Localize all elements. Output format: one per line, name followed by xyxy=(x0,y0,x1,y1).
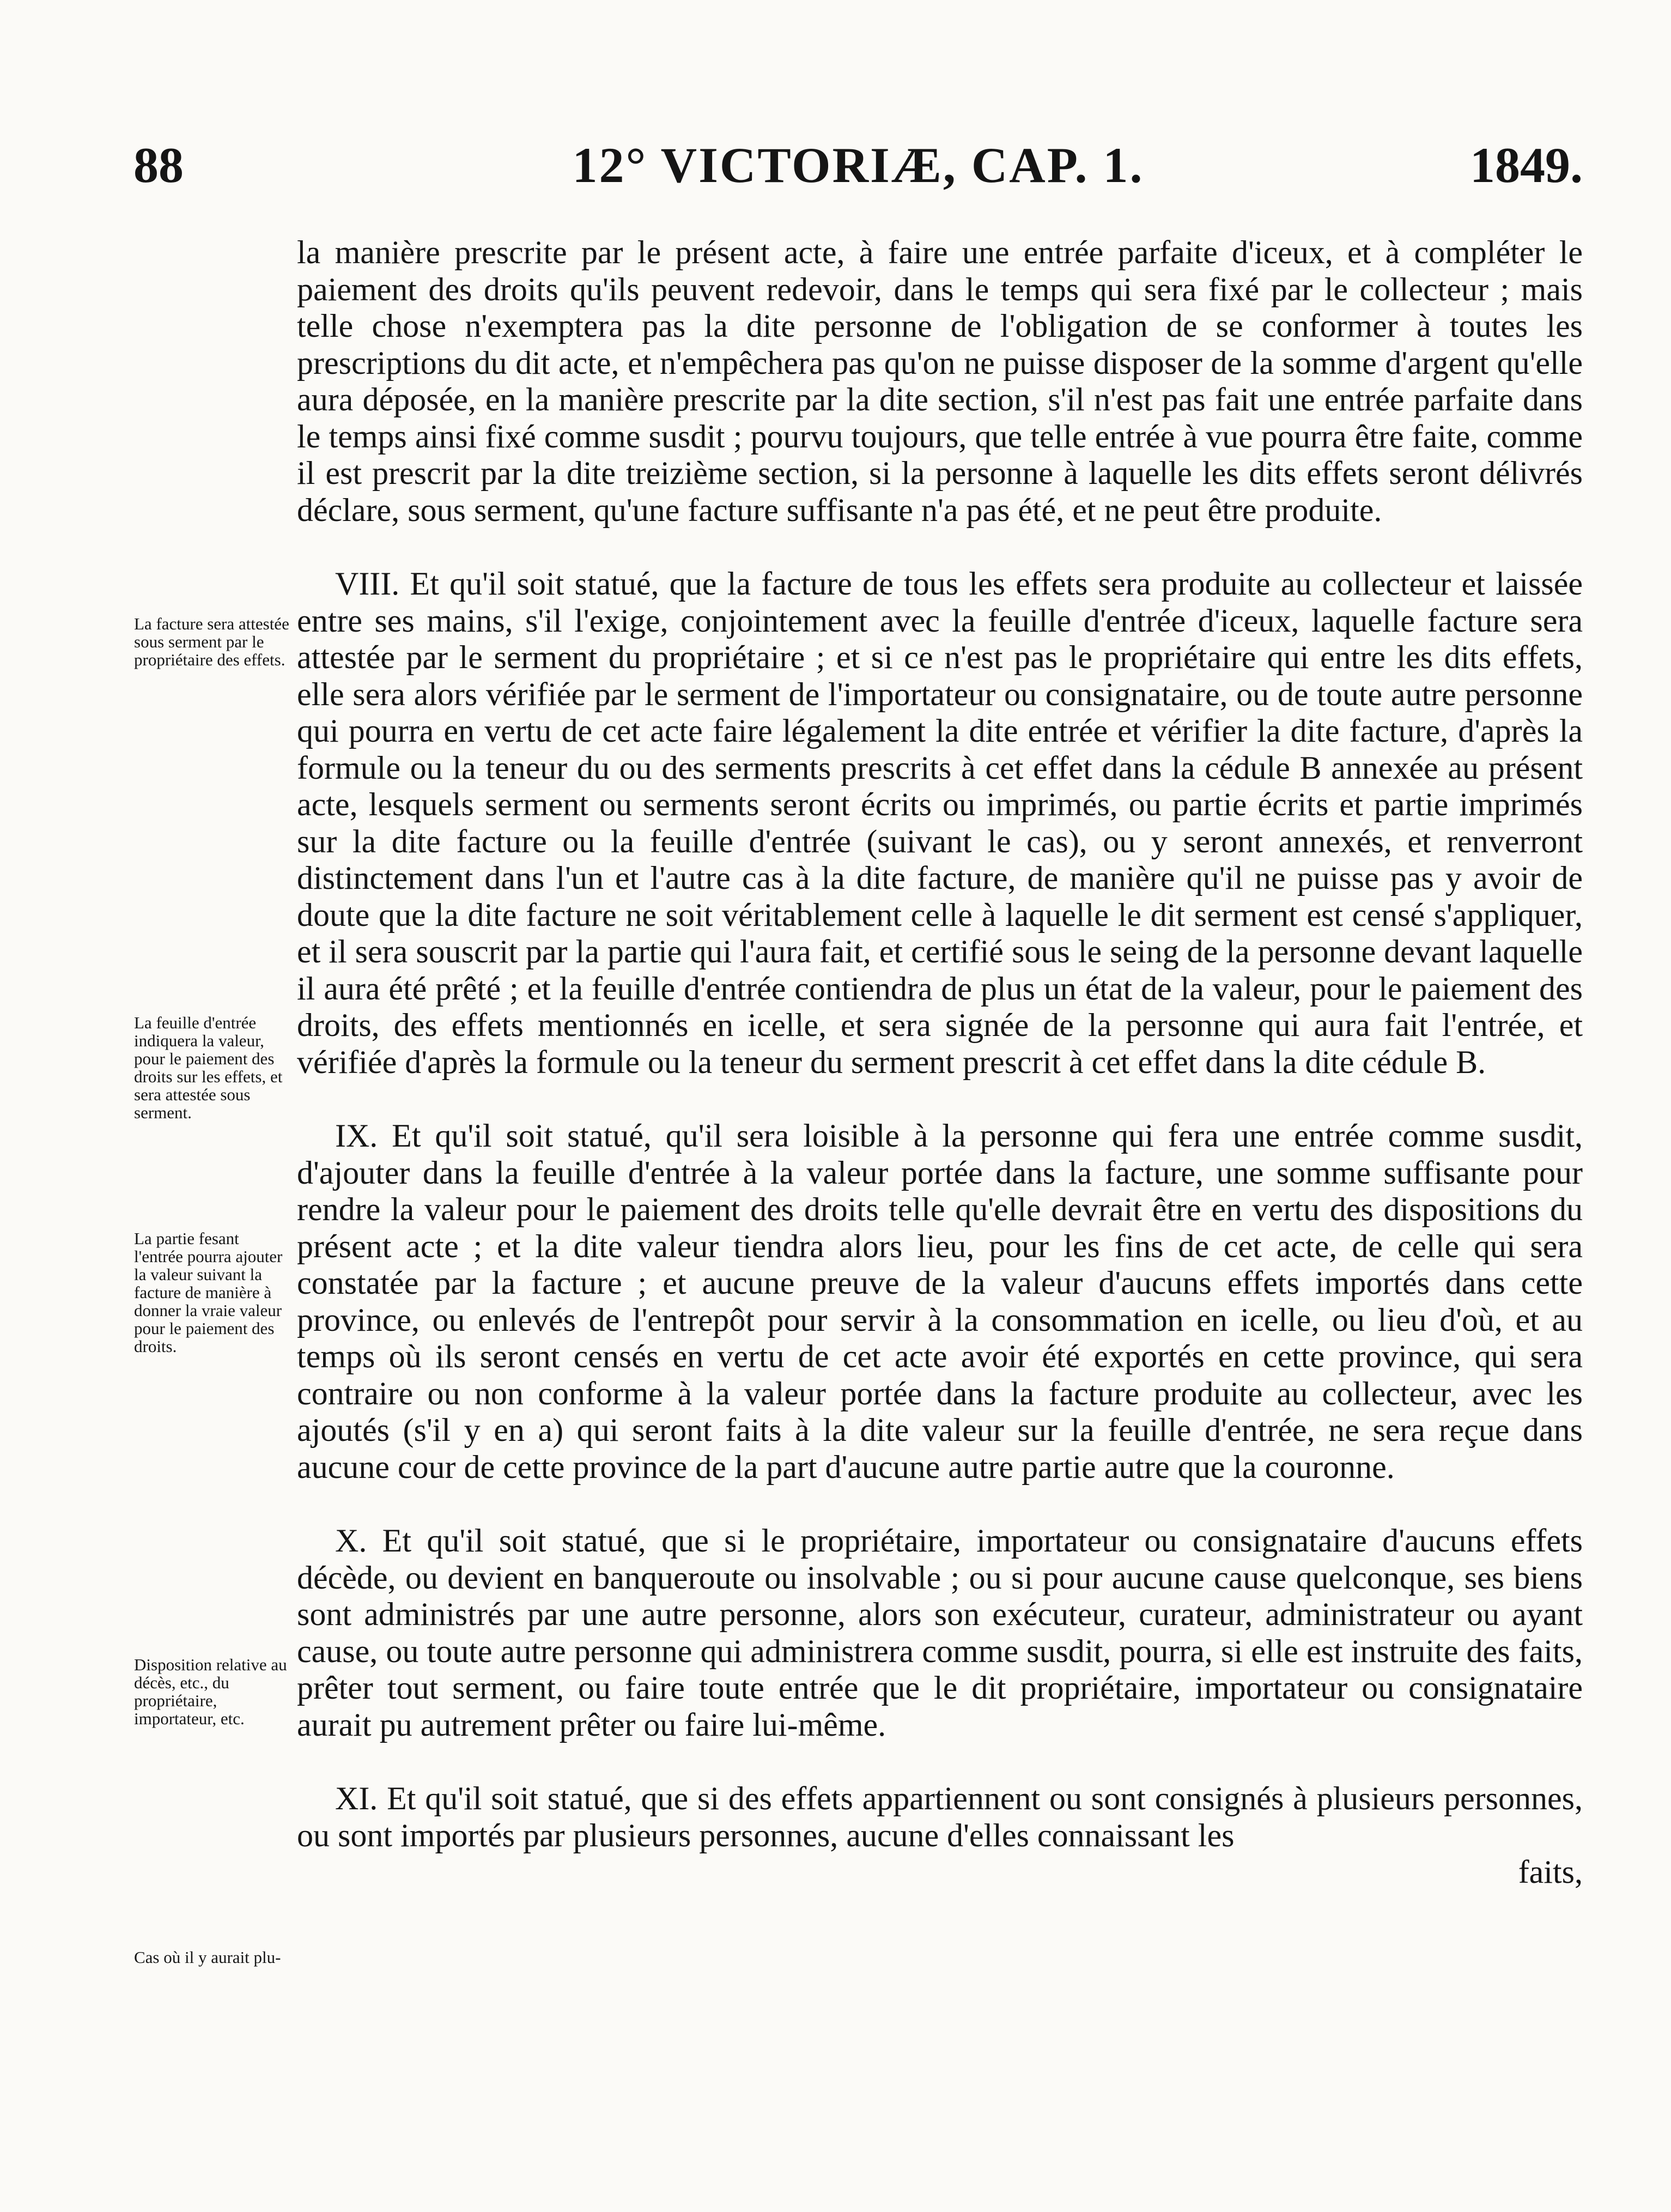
margin-note: La facture sera attestée sous serment par le propriétaire des effets. xyxy=(134,614,289,669)
body-text xyxy=(297,234,1583,1891)
catchword: faits, xyxy=(1518,1854,1583,1890)
paragraph-continuation: la manière prescrite par le présent acte, à faire une entrée parfaite d'iceux, et à compléter le paiement des droits qu'ils peuvent redevoir, dans le temps qui sera fixé par le collecteur ; mais telle chose n'exemptera pas la dite personne de l'obligation de se conformer à toutes les prescriptions du dit acte, et n'empêchera pas qu'on ne puisse disposer de la somme d'argent qu'elle aura déposée, en la manière prescrite par la dite section, s'il n'est pas fait une entrée parfaite dans le temps ainsi fixé comme susdit ; pourvu toujours, que telle entrée à vue pourra être faite, comme il est prescrit par la dite treizième section, si la personne à laquelle les dits effets seront délivrés déclare, sous serment, qu'une facture suffisante n'a pas été, et ne peut être produite. xyxy=(297,234,1583,528)
running-header xyxy=(133,136,1583,207)
margin-note: La feuille d'entrée indiquera la valeur, pour le paiement des droits sur les effets, et sera attestée sous serment. xyxy=(134,1013,283,1122)
section-xi: XI. Et qu'il soit statué, que si des effets appartiennent ou sont consignés à plusieurs personnes, ou sont importés par plusieurs personnes, aucune d'elles connaissant les xyxy=(297,1780,1583,1853)
year: 1849. xyxy=(1470,137,1583,193)
running-title: 12° VICTORIÆ, CAP. 1. xyxy=(572,137,1144,193)
section-ix: IX. Et qu'il soit statué, qu'il sera loisible à la personne qui fera une entrée comme susdit, d'ajouter dans la feuille d'entrée à la valeur portée dans la facture, une somme suffisante pour rendre la valeur pour le paiement des droits telle qu'elle devrait être en vertu des dispositions du présent acte ; et la dite valeur tiendra alors lieu, pour les fins de cet acte, de celle qui sera constatée par la facture ; et aucune preuve de la valeur d'aucuns effets importés dans cette province, ou enlevés de l'entrepôt pour servir à la consommation en icelle, ou lieu d'où, et au temps où ils seront censés en vertu de cet acte avoir été exportés en cette province, qui sera contraire ou non conforme à la valeur portée dans la facture produite au collecteur, avec les ajoutés (s'il y en a) qui seront faits à la dite valeur sur la feuille d'entrée, ne sera reçue dans aucune cour de cette province de la part d'aucune autre partie autre que la couronne. xyxy=(297,1118,1583,1485)
margin-note: La partie fesant l'entrée pourra ajouter la valeur suivant la facture de manière à donner la vraie valeur pour le paiement des droits. xyxy=(134,1229,283,1356)
section-x: X. Et qu'il soit statué, que si le propriétaire, importateur ou consignataire d'aucuns effets décède, ou devient en banqueroute ou insolvable ; ou si pour aucune cause quelconque, ses biens sont administrés par une autre personne, alors son exécuteur, curateur, administrateur ou ayant cause, ou toute autre personne qui administrera comme susdit, pourra, si elle est instruite des faits, prêter tout serment, ou faire toute entrée que le dit propriétaire, importateur ou consignataire aurait pu autrement prêter ou faire lui-même. xyxy=(297,1523,1583,1743)
section-viii: VIII. Et qu'il soit statué, que la facture de tous les effets sera produite au collecteur et laissée entre ses mains, s'il l'exige, conjointement avec la feuille d'entrée d'iceux, laquelle facture sera attestée par le serment du propriétaire ; et si ce n'est pas le propriétaire qui entre les dits effets, elle sera alors vérifiée par le serment de l'importateur ou consignataire, ou de toute autre personne qui pourra en vertu de cet acte faire légalement la dite entrée et vérifier la dite facture, d'après la formule ou la teneur du ou des serments prescrits à cet effet dans la cédule B annexée au présent acte, lesquels serment ou serments seront écrits ou imprimés, ou partie écrits et partie imprimés sur la dite facture ou la feuille d'entrée (suivant le cas), ou y seront annexés, et renverront distinctement dans l'un et l'autre cas à la dite facture, de manière qu'il ne puisse pas y avoir de doute que la dite facture ne soit véritablement celle à laquelle le dit serment est censé s'appliquer, et il sera souscrit par la partie qui l'aura fait, et certifié sous le seing de la personne devant laquelle il aura été prêté ; et la feuille d'entrée contiendra de plus un état de la valeur, pour le paiement des droits, des effets mentionnés en icelle, et sera signée de la personne qui aura fait l'entrée, et vérifiée d'après la formule ou la teneur du serment prescrit à cet effet dans la dite cédule B. xyxy=(297,566,1583,1080)
margin-note: Disposition relative au décès, etc., du propriétaire, importateur, etc. xyxy=(134,1655,287,1728)
page-number: 88 xyxy=(133,137,184,193)
margin-note: Cas où il y aurait plu- xyxy=(134,1948,281,1967)
